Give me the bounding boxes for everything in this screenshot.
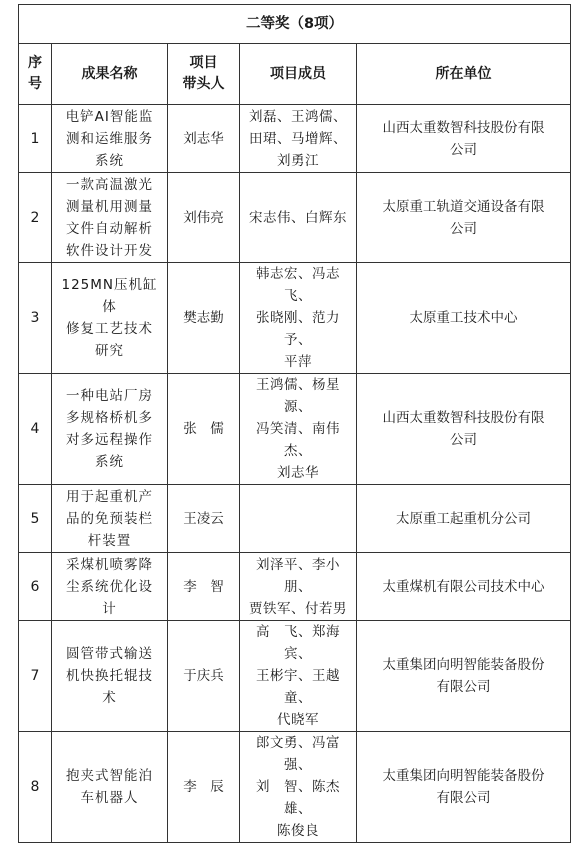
unit-cell: 太原重工技术中心 — [357, 263, 571, 374]
table-title: 二等奖（8项） — [19, 5, 571, 44]
name-cell: 电铲AI智能监 测和运维服务 系统 — [52, 105, 168, 173]
award-table-container — [18, 4, 571, 843]
table-row — [19, 553, 571, 621]
leader-cell: 张 儒 — [168, 374, 240, 485]
name-cell: 用于起重机产 品的免预装栏 杆装置 — [52, 485, 168, 553]
header-name: 成果名称 — [52, 44, 168, 105]
seq-cell: 1 — [19, 105, 52, 173]
seq-cell: 7 — [19, 621, 52, 732]
name-cell: 一种电站厂房 多规格桥机多 对多远程操作 系统 — [52, 374, 168, 485]
name-cell: 一款高温激光 测量机用测量 文件自动解析 软件设计开发 — [52, 173, 168, 263]
name-cell: 抱夹式智能泊 车机器人 — [52, 732, 168, 843]
header-seq: 序 号 — [19, 44, 52, 105]
seq-cell: 2 — [19, 173, 52, 263]
leader-cell: 樊志勤 — [168, 263, 240, 374]
leader-cell: 李 辰 — [168, 732, 240, 843]
members-cell: 刘磊、王鸿儒、 田珺、马增辉、 刘勇江 — [240, 105, 357, 173]
unit-cell: 太原重工轨道交通设备有限 公司 — [357, 173, 571, 263]
seq-cell: 8 — [19, 732, 52, 843]
table-row — [19, 485, 571, 553]
table-row — [19, 105, 571, 173]
unit-cell: 太原重工起重机分公司 — [357, 485, 571, 553]
members-cell: 刘泽平、李小朋、 贾铁军、付若男 — [240, 553, 357, 621]
header-members: 项目成员 — [240, 44, 357, 105]
unit-cell: 太重煤机有限公司技术中心 — [357, 553, 571, 621]
table-row — [19, 374, 571, 485]
members-cell: 高 飞、郑海宾、 王彬宇、王越童、 代晓军 — [240, 621, 357, 732]
table-header-row — [19, 44, 571, 105]
leader-cell: 于庆兵 — [168, 621, 240, 732]
table-row — [19, 173, 571, 263]
name-cell: 125MN压机缸体 修复工艺技术 研究 — [52, 263, 168, 374]
seq-cell: 6 — [19, 553, 52, 621]
table-row — [19, 263, 571, 374]
leader-cell: 李 智 — [168, 553, 240, 621]
members-cell: 宋志伟、白辉东 — [240, 173, 357, 263]
seq-cell: 3 — [19, 263, 52, 374]
unit-cell: 山西太重数智科技股份有限 公司 — [357, 105, 571, 173]
members-cell — [240, 485, 357, 553]
name-cell: 圆管带式输送 机快换托辊技 术 — [52, 621, 168, 732]
unit-cell: 山西太重数智科技股份有限 公司 — [357, 374, 571, 485]
header-leader: 项目 带头人 — [168, 44, 240, 105]
leader-cell: 刘志华 — [168, 105, 240, 173]
award-table — [18, 4, 571, 843]
table-row — [19, 732, 571, 843]
leader-cell: 王凌云 — [168, 485, 240, 553]
seq-cell: 5 — [19, 485, 52, 553]
name-cell: 采煤机喷雾降 尘系统优化设 计 — [52, 553, 168, 621]
members-cell: 韩志宏、冯志飞、 张晓刚、范力予、 平萍 — [240, 263, 357, 374]
table-row — [19, 621, 571, 732]
unit-cell: 太重集团向明智能装备股份 有限公司 — [357, 621, 571, 732]
leader-cell: 刘伟亮 — [168, 173, 240, 263]
unit-cell: 太重集团向明智能装备股份 有限公司 — [357, 732, 571, 843]
table-title-row — [19, 5, 571, 44]
members-cell: 王鸿儒、杨星源、 冯笑清、南伟杰、 刘志华 — [240, 374, 357, 485]
seq-cell: 4 — [19, 374, 52, 485]
members-cell: 郎文勇、冯富强、 刘 智、陈杰雄、 陈俊良 — [240, 732, 357, 843]
header-unit: 所在单位 — [357, 44, 571, 105]
